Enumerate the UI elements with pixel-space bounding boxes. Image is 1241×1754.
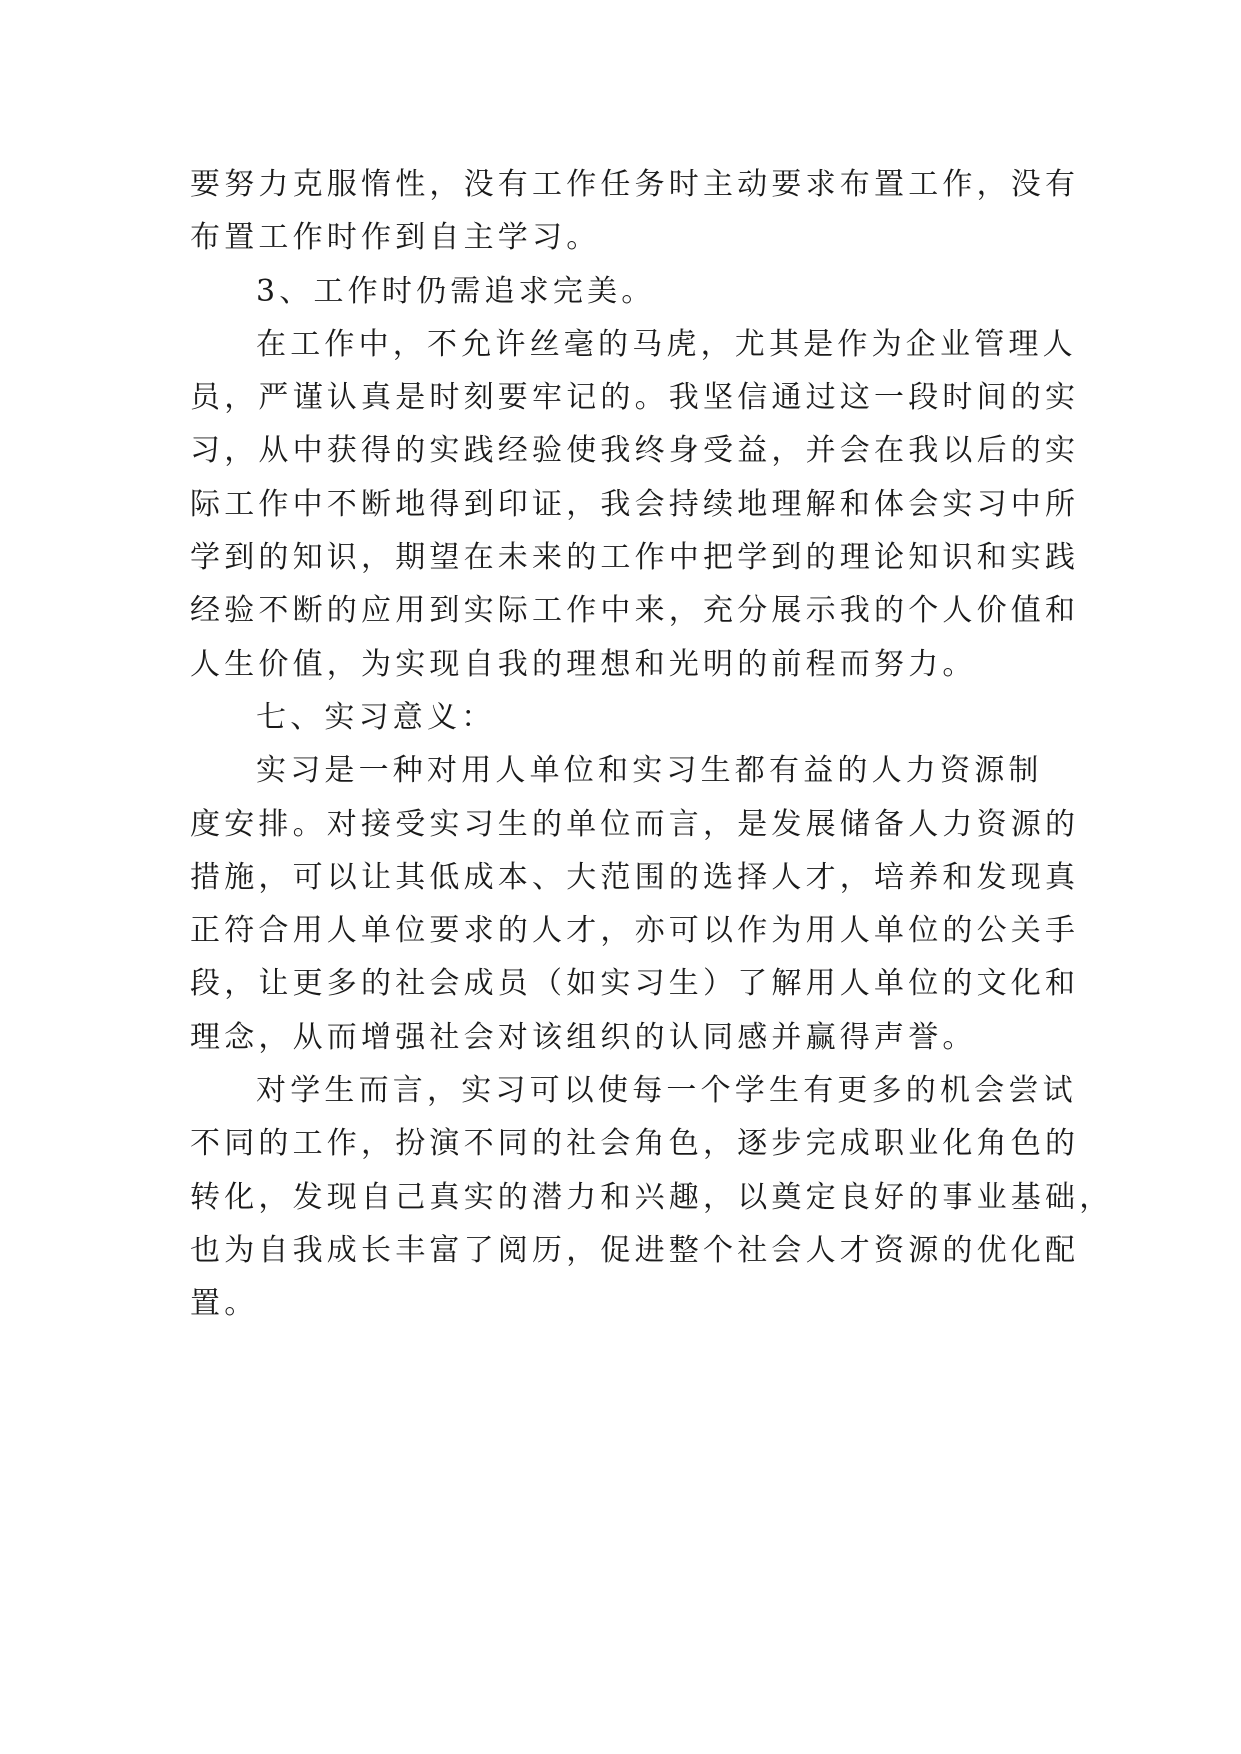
text-line: 员，严谨认真是时刻要牢记的。我坚信通过这一段时间的实	[190, 380, 1080, 416]
text-line: 习，从中获得的实践经验使我终身受益，并会在我以后的实	[190, 433, 1080, 469]
text-line: 要努力克服惰性，没有工作任务时主动要求布置工作，没有	[190, 167, 1080, 202]
text-line: 转化，发现自己真实的潜力和兴趣，以奠定良好的事业基础，	[190, 1179, 1114, 1215]
text-line: 理念，从而增强社会对该组织的认同感并赢得声誉。	[190, 1019, 977, 1055]
text-line: 布置工作时作到自主学习。	[190, 220, 601, 256]
text-line: 实习是一种对用人单位和实习生都有益的人力资源制	[256, 753, 1043, 789]
text-line: 际工作中不断地得到印证，我会持续地理解和体会实习中所	[190, 486, 1080, 522]
text-line: 学到的知识，期望在未来的工作中把学到的理论知识和实践	[190, 540, 1080, 576]
text-line: 度安排。对接受实习生的单位而言，是发展储备人力资源的	[190, 806, 1080, 842]
text-line: 不同的工作，扮演不同的社会角色，逐步完成职业化角色的	[190, 1126, 1080, 1162]
document-body	[190, 158, 1114, 1331]
text-line: 段，让更多的社会成员（如实习生）了解用人单位的文化和	[190, 966, 1080, 1002]
text-line: 经验不断的应用到实际工作中来，充分展示我的个人价值和	[190, 593, 1080, 629]
text-line: 也为自我成长丰富了阅历，促进整个社会人才资源的优化配	[190, 1232, 1080, 1268]
text-line: 措施，可以让其低成本、大范围的选择人才，培养和发现真	[190, 859, 1080, 895]
text-line: 人生价值，为实现自我的理想和光明的前程而努力。	[190, 646, 977, 682]
section-heading: 3、工作时仍需追求完美。	[256, 273, 656, 309]
text-line: 对学生而言，实习可以使每一个学生有更多的机会尝试	[256, 1073, 1077, 1109]
text-line: 正符合用人单位要求的人才，亦可以作为用人单位的公关手	[190, 913, 1080, 949]
text-line: 在工作中，不允许丝毫的马虎，尤其是作为企业管理人	[256, 326, 1077, 362]
text-line: 置。	[190, 1286, 259, 1322]
section-heading: 七、实习意义：	[256, 699, 496, 735]
